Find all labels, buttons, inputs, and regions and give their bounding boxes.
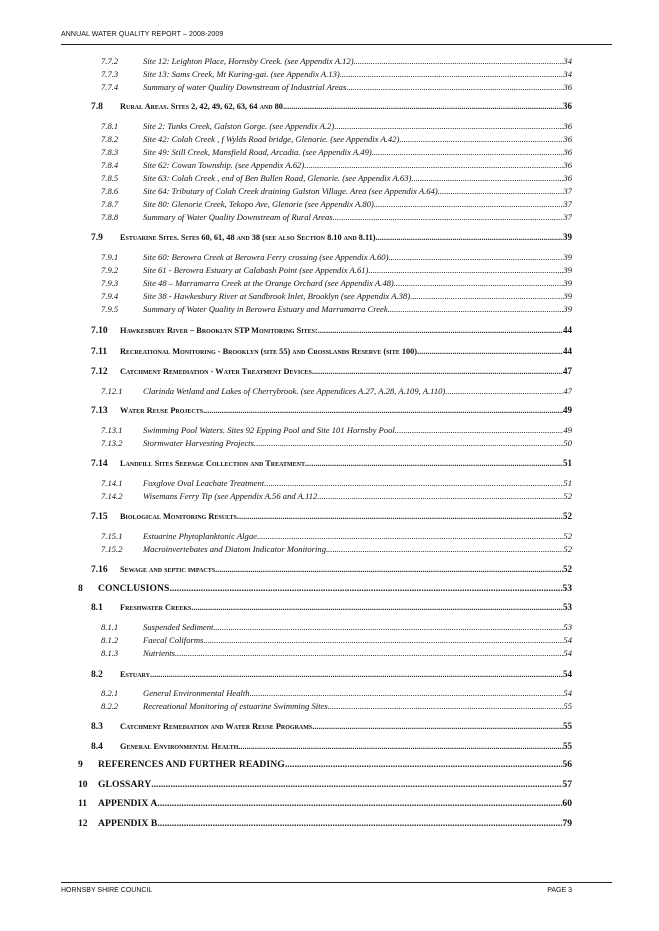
toc-entry-number: 10 [78,779,88,790]
toc-entry-title: Swimming Pool Waters. Sites 92 Epping Pool and Site 101 Hornsby Pool [143,425,395,435]
toc-entry-page: 53 [563,602,572,612]
toc-entry-title: Faecal Coliforms [143,635,204,645]
toc-entry-title: Sewage and septic impacts [120,565,216,574]
toc-entry-title: Site 61 - Berowra Estuary at Calabash Point (see Appendix A.61) [143,265,369,275]
footer-rule [61,882,612,883]
toc-dot-leader [376,233,563,242]
toc-entry[interactable] [101,173,572,183]
toc-entry[interactable] [91,721,572,732]
toc-dot-leader [419,347,563,356]
toc-entry[interactable] [101,635,572,645]
toc-entry[interactable] [101,56,572,66]
toc-entry[interactable] [101,160,572,170]
toc-entry[interactable] [91,101,572,112]
toc-entry-page: 51 [563,458,572,468]
toc-entry-number: 11 [78,798,88,809]
toc-entry-number: 7.8.3 [101,147,119,157]
toc-entry-number: 7.8.8 [101,212,119,222]
toc-entry-page: 49 [563,405,572,415]
toc-entry-number: 8.1.3 [101,648,119,658]
toc-entry-number: 7.9 [91,233,103,243]
toc-dot-leader [285,759,563,770]
toc-entry[interactable] [101,147,572,157]
toc-entry[interactable] [91,669,572,680]
toc-dot-leader [191,603,563,612]
toc-entry-number: 9 [78,759,83,770]
toc-dot-leader [340,69,564,79]
toc-entry-page: 60 [562,798,572,809]
toc-entry[interactable] [101,544,572,554]
toc-entry-page: 37 [563,212,572,222]
toc-dot-leader [318,326,563,335]
toc-entry[interactable] [101,304,572,314]
toc-entry-page: 53 [563,622,572,632]
toc-entry-page: 36 [563,101,572,111]
toc-entry-page: 52 [563,531,572,541]
toc-dot-leader [312,367,563,376]
toc-entry-number: 7.7.3 [101,69,119,79]
toc-entry-title: Macroinvertebates and Diatom Indicator Monitoring [143,544,326,554]
toc-entry-number: 7.10 [91,326,108,336]
toc-entry-page: 49 [563,425,572,435]
toc-entry-number: 7.12.1 [101,386,123,396]
toc-entry[interactable] [91,564,572,575]
toc-entry-title: Foxglove Oval Leachate Treatment [143,478,265,488]
toc-dot-leader [438,186,564,196]
toc-entry[interactable] [101,438,572,448]
toc-entry-title: Site 62: Cowan Township. (see Appendix A.62) [143,160,305,170]
toc-entry-title: Recreational Monitoring - Brooklyn (site 55) and Crosslands Reserve (site 100). [120,347,420,356]
toc-entry-page: 52 [563,564,572,574]
toc-entry-page: 54 [563,669,572,679]
toc-entry-number: 7.14.2 [101,491,123,501]
toc-entry-number: 8.2.1 [101,688,119,698]
toc-entry[interactable] [91,405,572,416]
toc-entry-title: Catchment Remediation - Water Treatment Devices [120,367,312,376]
toc-entry-title: Estuarine Phytoplanktonic Algae [143,531,257,541]
toc-entry-page: 55 [563,701,572,711]
toc-entry-number: 8.3 [91,722,103,732]
toc-entry[interactable] [78,818,572,829]
toc-dot-leader [151,779,562,790]
toc-entry-page: 37 [563,199,572,209]
toc-entry-number: 7.8.2 [101,134,119,144]
toc-entry-page: 53 [562,583,572,594]
toc-entry-title: Site 63: Colah Creek , end of Ben Bullen Road, Glenorie. (see Appendix A.63) [143,173,412,183]
toc-entry-title: Water Reuse Projects [120,406,204,415]
toc-entry-title: Freshwater Creeks [120,603,192,612]
toc-dot-leader [203,406,563,415]
toc-entry[interactable] [101,688,572,698]
toc-entry-page: 55 [563,741,572,751]
toc-dot-leader [257,531,563,541]
toc-entry-title: Estuarine Sites. Sites 60, 61, 48 and 38 (see also Section 8.10 and 8.11) [120,233,376,242]
toc-entry-title: Summary of Water Quality Downstream of Rural Areas [143,212,333,222]
footer-organization: HORNSBY SHIRE COUNCIL [61,887,153,894]
toc-entry-title: Site 48 – Marramarra Creek at the Orange Orchard (see Appendix A.48) [143,278,394,288]
page-header: ANNUAL WATER QUALITY REPORT – 2008-2009 [61,31,224,38]
toc-entry-page: 39 [563,265,572,275]
toc-entry-page: 52 [563,511,572,521]
toc-entry-title: Landfill Sites Seepage Collection and Treatment [120,459,305,468]
toc-entry-page: 36 [563,173,572,183]
toc-entry-number: 8.2 [91,670,103,680]
toc-entry[interactable] [101,134,572,144]
toc-entry-title: Site 38 - Hawkesbury River at Sandbrook Inlet, Brooklyn (see Appendix A.38) [143,291,411,301]
toc-entry[interactable] [91,741,572,752]
toc-dot-leader [368,265,563,275]
toc-dot-leader [157,818,562,829]
toc-entry-number: 7.14.1 [101,478,123,488]
toc-entry-title: Site 12: Leighton Place, Hornsby Creek. (see Appendix A.12) [143,56,354,66]
toc-entry-page: 52 [563,491,572,501]
toc-dot-leader [326,544,563,554]
toc-entry[interactable] [101,291,572,301]
toc-dot-leader [395,425,564,435]
toc-entry-title: Site 13: Sams Creek, Mt Kuring-gai. (see Appendix A.13) [143,69,340,79]
toc-entry-title: REFERENCES AND FURTHER READING [98,759,285,770]
toc-entry-page: 39 [563,278,572,288]
toc-entry-number: 7.8.1 [101,121,119,131]
toc-entry-page: 54 [563,648,572,658]
toc-dot-leader [157,798,562,809]
toc-entry-number: 7.8 [91,102,103,112]
toc-entry-number: 7.9.3 [101,278,119,288]
toc-dot-leader [394,278,564,288]
toc-entry[interactable] [91,366,572,377]
toc-entry-title: Summary of water Quality Downstream of Industrial Areas [143,82,347,92]
toc-entry-title: APPENDIX A [98,798,158,809]
toc-entry[interactable] [101,648,572,658]
toc-entry[interactable] [101,199,572,209]
toc-entry-title: GLOSSARY [98,779,152,790]
toc-entry-number: 7.8.5 [101,173,119,183]
toc-entry-page: 36 [563,134,572,144]
toc-dot-leader [304,160,563,170]
toc-dot-leader [264,478,563,488]
toc-entry[interactable] [91,602,572,613]
toc-entry[interactable] [101,212,572,222]
toc-entry[interactable] [101,491,572,501]
toc-entry[interactable] [101,278,572,288]
toc-entry-page: 47 [563,386,572,396]
toc-entry-number: 7.7.2 [101,56,119,66]
toc-entry-title: Clarinda Wetland and Lakes of Cherrybrook. (see Appendices A.27, A.28, A.109, A.110) [143,386,446,396]
toc-dot-leader [410,291,563,301]
toc-dot-leader [354,56,564,66]
footer-page-number: PAGE 3 [547,887,572,894]
toc-entry-page: 52 [563,544,572,554]
toc-entry-title: Rural Areas. Sites 2, 42, 49, 62, 63, 64 and 80 [120,102,283,111]
toc-entry-title: Site 64: Tributary of Colah Creek draining Galston Village. Area (see Appendix A.64) [143,186,438,196]
toc-entry[interactable] [101,82,572,92]
toc-entry[interactable] [101,478,572,488]
toc-entry[interactable] [78,798,572,809]
toc-entry-title: Suspended Sediment [143,622,214,632]
toc-entry-page: 51 [563,478,572,488]
toc-entry[interactable] [91,232,572,243]
toc-entry-title: General Environmental Health [143,688,250,698]
toc-entry-number: 12 [78,818,88,829]
toc-entry-page: 55 [563,721,572,731]
toc-entry-page: 57 [562,779,572,790]
toc-entry[interactable] [91,458,572,469]
toc-entry-title: Wisemans Ferry Tip (see Appendix A.56 and A.112 [143,491,318,501]
toc-entry-number: 7.8.7 [101,199,119,209]
toc-entry-number: 7.15.1 [101,531,123,541]
toc-entry-page: 36 [563,82,572,92]
toc-entry-page: 56 [562,759,572,770]
toc-entry-number: 7.12 [91,367,108,377]
toc-dot-leader [399,134,563,144]
toc-entry-page: 79 [562,818,572,829]
toc-entry-title: Site 60: Berowra Creek at Berowra Ferry crossing (see Appendix A.60) [143,252,389,262]
toc-entry-number: 7.16 [91,565,108,575]
toc-entry-number: 7.15 [91,512,108,522]
toc-entry[interactable] [101,622,572,632]
toc-entry[interactable] [101,386,572,396]
toc-entry[interactable] [101,531,572,541]
toc-entry-title: Site 80: Glenorie Creek, Tekopo Ave, Glenorie (see Appendix A.80) [143,199,374,209]
toc-entry-title: Site 49: Still Creek, Mansfield Road, Arcadia. (see Appendix A.49) [143,147,372,157]
toc-entry-page: 39 [563,304,572,314]
toc-entry-page: 39 [563,291,572,301]
toc-entry-page: 39 [563,252,572,262]
toc-entry-number: 7.15.2 [101,544,123,554]
toc-dot-leader [346,82,563,92]
toc-dot-leader [215,565,563,574]
toc-entry[interactable] [101,265,572,275]
toc-entry[interactable] [78,779,572,790]
toc-entry-title: Catchment Remediation and Water Reuse Programs [120,722,313,731]
toc-dot-leader [312,722,563,731]
toc-dot-leader [372,147,564,157]
toc-entry-number: 8.4 [91,742,103,752]
toc-entry-title: Biological Monitoring Results [120,512,237,521]
toc-entry-title: Estuary [120,670,150,679]
toc-dot-leader [333,212,564,222]
toc-entry-page: 44 [563,346,572,356]
toc-entry-title: Recreational Monitoring of estuarine Swimming Sites [143,701,328,711]
toc-dot-leader [169,583,562,594]
toc-entry-page: 47 [563,366,572,376]
toc-entry[interactable] [101,186,572,196]
toc-entry-title: APPENDIX B [98,818,158,829]
toc-entry-number: 7.13.2 [101,438,123,448]
toc-dot-leader [254,438,563,448]
toc-entry[interactable] [101,252,572,262]
toc-dot-leader [317,491,563,501]
toc-entry[interactable] [101,69,572,79]
toc-entry-number: 8.1.1 [101,622,119,632]
toc-dot-leader [374,199,564,209]
toc-entry-page: 50 [563,438,572,448]
toc-entry[interactable] [78,759,572,770]
toc-entry[interactable] [91,346,572,357]
toc-dot-leader [305,459,563,468]
toc-dot-leader [411,173,563,183]
toc-dot-leader [203,635,563,645]
toc-entry-title: Hawkesbury River – Brooklyn STP Monitoring Sites: [120,326,318,335]
toc-entry[interactable] [101,121,572,131]
toc-entry-title: Summary of Water Quality in Berowra Estuary and Marramarra Creek [143,304,388,314]
toc-entry-title: Site 42: Colah Creek , f Wylds Road bridge, Glenorie. (see Appendix A.42) [143,134,400,144]
toc-entry-number: 7.13 [91,406,108,416]
toc-entry-page: 44 [563,325,572,335]
toc-dot-leader [283,102,563,111]
toc-entry-number: 8.1.2 [101,635,119,645]
toc-entry[interactable] [91,511,572,522]
toc-entry[interactable] [101,701,572,711]
toc-dot-leader [334,121,563,131]
toc-entry-number: 7.9.4 [101,291,119,301]
toc-entry-number: 7.13.1 [101,425,123,435]
toc-entry-number: 7.8.6 [101,186,119,196]
toc-entry[interactable] [91,325,572,336]
toc-entry-page: 34 [563,56,572,66]
toc-entry-page: 36 [563,147,572,157]
toc-entry-page: 34 [563,69,572,79]
toc-entry-page: 54 [563,688,572,698]
toc-entry-page: 37 [563,186,572,196]
toc-dot-leader [328,701,564,711]
toc-entry-number: 8 [78,583,83,594]
toc-dot-leader [238,742,563,751]
toc-entry-number: 7.9.1 [101,252,119,262]
toc-dot-leader [237,512,563,521]
toc-entry-number: 8.1 [91,603,103,613]
toc-entry-page: 54 [563,635,572,645]
toc-dot-leader [213,622,563,632]
toc-entry-title: Stormwater Harvesting Projects [143,438,254,448]
toc-entry[interactable] [78,583,572,594]
toc-entry-number: 7.9.5 [101,304,119,314]
toc-dot-leader [150,670,563,679]
toc-entry-number: 7.11 [91,347,108,357]
toc-dot-leader [388,252,563,262]
toc-entry-number: 7.14 [91,459,108,469]
toc-dot-leader [175,648,563,658]
toc-entry-number: 8.2.2 [101,701,119,711]
toc-entry-page: 36 [563,160,572,170]
toc-entry-title: General Environmental Health [120,742,239,751]
toc-dot-leader [388,304,564,314]
toc-entry-title: CONCLUSIONS [98,583,170,594]
toc-entry-page: 36 [563,121,572,131]
toc-dot-leader [250,688,564,698]
toc-entry-title: Site 2: Tunks Creek, Galston Gorge. (see Appendix A.2) [143,121,335,131]
toc-entry-number: 7.9.2 [101,265,119,275]
toc-dot-leader [445,386,563,396]
toc-entry-number: 7.7.4 [101,82,119,92]
toc-entry-number: 7.8.4 [101,160,119,170]
toc-entry-page: 39 [563,232,572,242]
toc-entry[interactable] [101,425,572,435]
toc-entry-title: Nutrients [143,648,175,658]
